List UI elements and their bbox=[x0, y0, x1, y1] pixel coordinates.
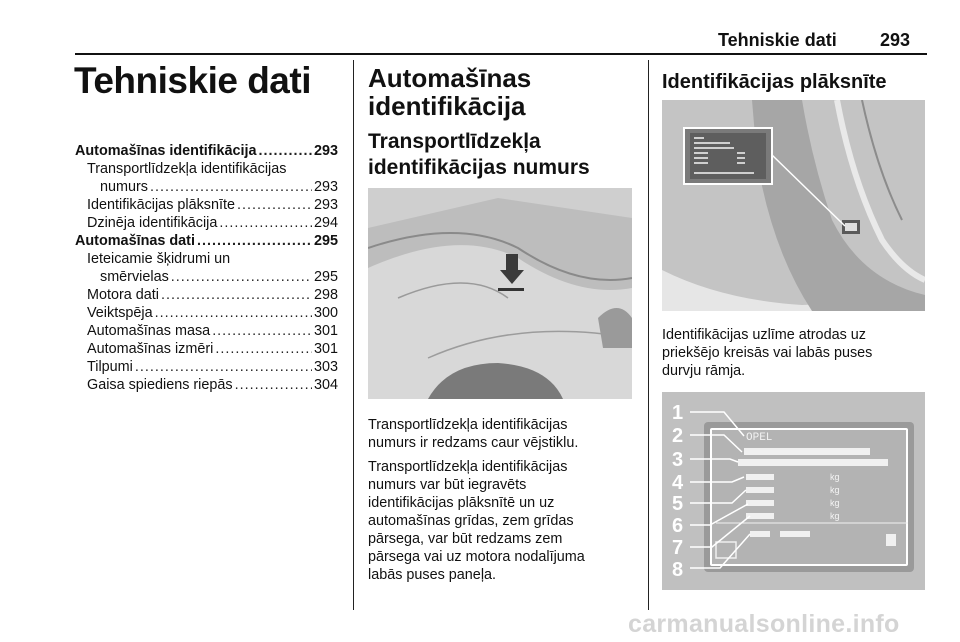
plate-brand: OPEL bbox=[746, 432, 773, 444]
door-frame-illustration bbox=[662, 100, 925, 311]
svg-text:7: 7 bbox=[672, 537, 684, 559]
svg-text:4: 4 bbox=[672, 472, 684, 494]
toc-entry-vin-line1[interactable]: Transportlīdzekļa identifikācijas bbox=[87, 161, 287, 177]
id-plate-diagram bbox=[662, 392, 925, 590]
paragraph-vin-visible: Transportlīdzekļa identifikācijas numurs ir redzams caur vējstiklu. bbox=[368, 417, 579, 451]
paragraph-plate-location: Identifikācijas uzlīme atrodas uz priekšējo kreisās vai labās puses durvju rāmja. bbox=[662, 327, 873, 379]
table-of-contents bbox=[75, 142, 338, 394]
header-rule bbox=[75, 53, 927, 55]
svg-text:kg: kg bbox=[830, 511, 840, 521]
watermark: carmanualsonline.info bbox=[628, 610, 900, 638]
toc-entry-vin[interactable]: numurs ..... 293 bbox=[75, 178, 338, 196]
column-divider-2 bbox=[648, 60, 649, 610]
subheading-line1: Transportlīdzekļa bbox=[368, 130, 541, 153]
windscreen-vin-photo bbox=[368, 188, 632, 399]
toc-entry-fluids-line1[interactable]: Ieteicamie šķidrumi un bbox=[87, 251, 231, 267]
toc-entry-engine-id[interactable]: Dzinēja identifikācija ..... 294 bbox=[75, 214, 338, 232]
toc-entry-id-plate[interactable]: Identifikācijas plāksnīte ..... 293 bbox=[75, 196, 338, 214]
column-divider-1 bbox=[353, 60, 354, 610]
chapter-title: Tehniskie dati bbox=[74, 60, 311, 101]
toc-entry-vehicle-data[interactable]: Automašīnas dati ..... 295 bbox=[75, 232, 338, 250]
svg-text:1: 1 bbox=[672, 402, 684, 424]
toc-entry-weight[interactable]: Automašīnas masa ..... 301 bbox=[75, 322, 338, 340]
toc-entry-vehicle-identification[interactable]: Automašīnas identifikācija ..... 293 bbox=[75, 142, 338, 160]
toc-entry-dimensions[interactable]: Automašīnas izmēri ..... 301 bbox=[75, 340, 338, 358]
svg-text:5: 5 bbox=[672, 493, 684, 515]
svg-text:3: 3 bbox=[672, 449, 684, 471]
toc-entry-tyre-pressure[interactable]: Gaisa spiediens riepās ..... 304 bbox=[75, 376, 338, 394]
running-header-title: Tehniskie dati bbox=[718, 30, 837, 50]
subheading-line2: identifikācijas numurs bbox=[368, 156, 590, 179]
paragraph-vin-locations: Transportlīdzekļa identifikācijas numurs var būt iegravēts identifikācijas plāksnītē un uz automašīnas grīdas, zem grīdas pārsega, var būt redzams zem pārsega vai uz motora nodalījuma labās puses paneļa. bbox=[368, 459, 585, 583]
section-heading-line1: Automašīnas bbox=[368, 63, 532, 93]
toc-entry-capacities[interactable]: Tilpumi ..... 303 bbox=[75, 358, 338, 376]
svg-text:kg: kg bbox=[830, 472, 840, 482]
toc-entry-engine-data[interactable]: Motora dati ..... 298 bbox=[75, 286, 338, 304]
section-heading-line2: identifikācija bbox=[368, 91, 526, 121]
svg-text:kg: kg bbox=[830, 498, 840, 508]
page-number: 293 bbox=[880, 30, 911, 50]
door-frame-photo bbox=[662, 100, 925, 311]
svg-text:6: 6 bbox=[672, 515, 684, 537]
id-plate-illustration bbox=[662, 392, 925, 590]
toc-entry-performance[interactable]: Veiktspēja ..... 300 bbox=[75, 304, 338, 322]
svg-text:2: 2 bbox=[672, 425, 684, 447]
car-hood-illustration bbox=[368, 188, 632, 399]
svg-text:8: 8 bbox=[672, 559, 684, 581]
svg-text:kg: kg bbox=[830, 485, 840, 495]
toc-entry-fluids[interactable]: smērvielas ..... 295 bbox=[75, 268, 338, 286]
id-plate-heading: Identifikācijas plāksnīte bbox=[662, 71, 887, 93]
